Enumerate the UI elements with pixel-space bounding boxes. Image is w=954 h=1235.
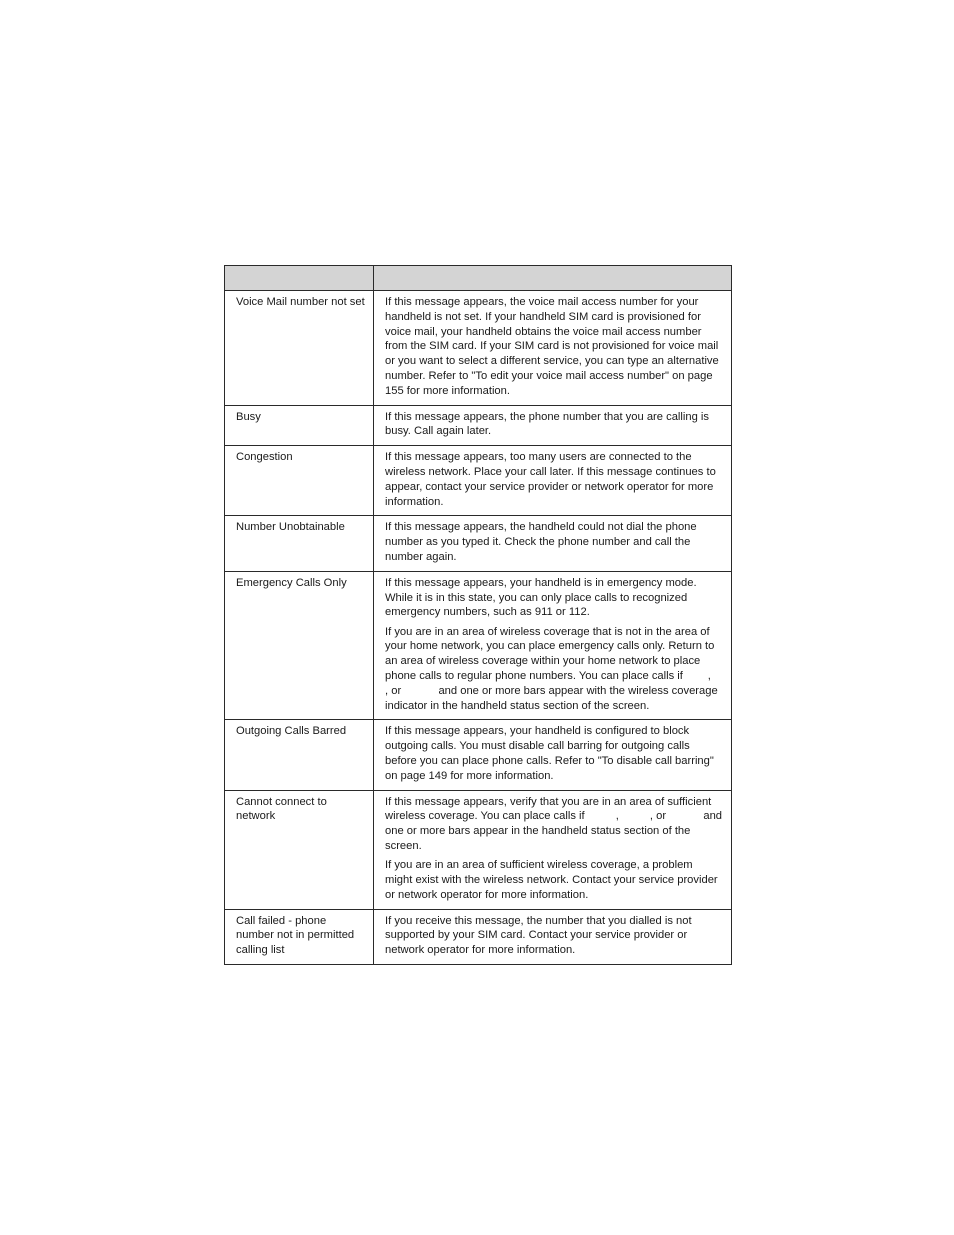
message-cell: Congestion (225, 446, 374, 516)
description-cell (374, 405, 732, 446)
description-paragraph: If this message appears, your handheld is configured to block outgoing calls. You must disable call barring for outgoing calls before you can place phone calls. Refer to "To disable call barring" on page 149 for more information. (385, 725, 717, 782)
description-paragraph: If this message appears, the phone number that you are calling is busy. Call again later. (385, 410, 713, 438)
description-cell (374, 516, 732, 571)
description-paragraph: If this message appears, verify that you are in an area of sufficient wireless coverage. You can place calls if , , or and one or more bars appear in the handheld status section of the screen. (385, 795, 726, 852)
table-row (225, 516, 732, 571)
phone-messages-table (224, 265, 742, 965)
description-paragraph: If this message appears, too many users are connected to the wireless network. Place your call later. If this message continues to appear, contact your service provider or network operator for more information. (385, 451, 719, 508)
table-row (225, 790, 732, 909)
description-cell (374, 720, 732, 790)
table-row (225, 446, 732, 516)
table-row (225, 405, 732, 446)
description-paragraph: If this message appears, the handheld could not dial the phone number as you typed it. Check the phone number and call the number again. (385, 521, 700, 563)
table-body (225, 291, 742, 965)
message-cell: Busy (225, 405, 374, 446)
message-cell: Voice Mail number not set (225, 291, 374, 406)
table-row (225, 720, 732, 790)
description-paragraph: If this message appears, your handheld is in emergency mode. While it is in this state, you can only place calls to recognized emergency numbers, such as 911 or 112. (385, 576, 700, 619)
description-paragraph: If you receive this message, the number that you dialled is not supported by your SIM card. Contact your service provider or network operator for more information. (385, 914, 695, 957)
description-cell (374, 790, 732, 909)
description-cell (374, 571, 742, 720)
message-cell: Emergency Calls Only (225, 571, 374, 720)
header-description-column (374, 266, 732, 291)
table-header-row (225, 266, 732, 291)
message-cell: Number Unobtainable (225, 516, 374, 571)
description-paragraph: If this message appears, the voice mail access number for your handheld is not set. If your handheld SIM card is provisioned for voice mail, your handheld obtains the voice mail access number from the SIM card. If your SIM card is not provisioned for voice mail or you want to select a different service, you can type an alternative number. Refer to "To edit your voice mail access number" on page 155 for more information. (385, 296, 722, 397)
description-paragraph: If you are in an area of wireless coverage that is not in the area of your home network, you can place emergency calls only. Return to an area of wireless coverage within your home network to place phone calls to regular phone numbers. You can place calls if , , or and one or more bars appear with the wireless coverage indicator in the handheld status section of the screen. (385, 625, 742, 712)
message-cell: Call failed - phone number not in permitted calling list (225, 909, 374, 964)
table-row (225, 291, 732, 406)
description-paragraph: If you are in an area of sufficient wireless coverage, a problem might exist with the wireless network. Contact your service provider or network operator for more information. (385, 859, 721, 901)
header-message-column (225, 266, 374, 291)
description-cell (374, 291, 732, 406)
description-cell (374, 446, 732, 516)
message-cell: Outgoing Calls Barred (225, 720, 374, 790)
table-row (225, 909, 732, 964)
table-row (225, 571, 732, 720)
message-cell: Cannot connect to network (225, 790, 374, 909)
description-cell (374, 909, 732, 964)
